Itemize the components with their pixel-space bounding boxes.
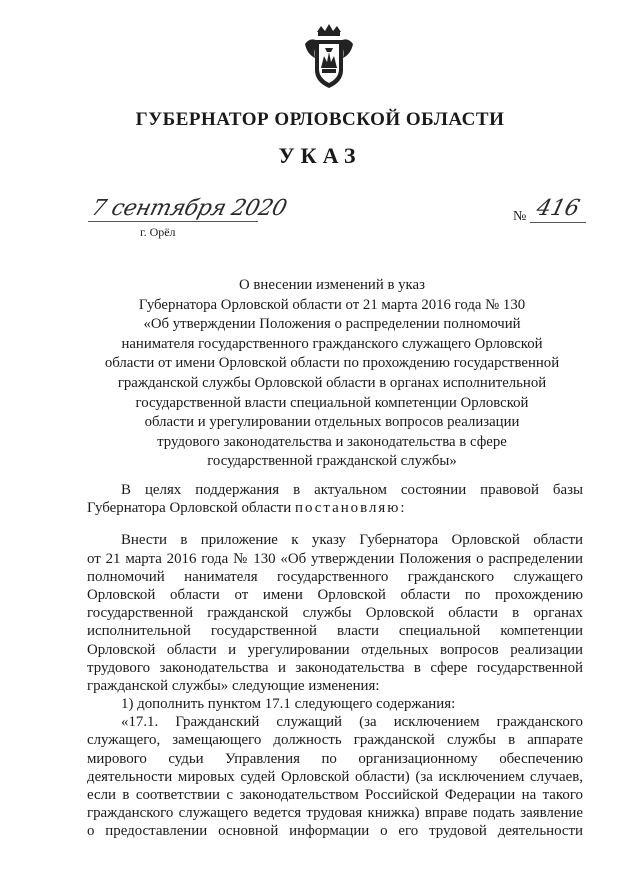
title-line: нанимателя государственного гражданского служащего Орловской [121,335,543,352]
document-type: УКАЗ [278,143,362,168]
handwritten-number: 416 [533,196,583,221]
quoted-clause-line: гражданского служащего ведется трудовая книжка) вправе подать заявление [87,805,583,822]
main-paragraph-line: трудового законодательства и законодательства в сфере государственной [87,659,583,676]
city-of-issue: г. Орёл [140,225,176,239]
decree-verb: постановляю: [295,500,407,517]
number-underline [530,222,586,223]
main-paragraph-line: от 21 марта 2016 года № 130 «Об утверждении Положения о распределении [87,550,583,567]
quoted-clause-line: если в соответствии с законодательством Российской Федерации на такого [87,787,583,803]
quoted-clause-line: деятельности мировых судей Орловской области) (за исключением случаев, [87,768,583,785]
main-paragraph-line: Орловской области и урегулировании отдельных вопросов реализации [87,641,583,658]
preamble-line: В целях поддержания в актуальном состоянии правовой базы [121,482,583,498]
title-line: Губернатора Орловской области от 21 марта 2016 года № 130 [138,296,526,313]
main-paragraph-line: государственной гражданской службы Орловской области в органах [87,605,583,622]
issuing-authority: ГУБЕРНАТОР ОРЛОВСКОЙ ОБЛАСТИ [135,109,505,130]
title-line: трудового законодательства и законодательства в сфере [157,433,507,450]
date-underline [88,221,258,222]
number-label: № [513,209,527,224]
title-line: области и урегулировании отдельных вопросов реализации [144,414,520,431]
paragraph-gap [87,517,583,531]
main-paragraph-line: Орловской области от имени Орловской области по прохождению [87,586,583,603]
title-line: государственной гражданской службы» [207,453,457,470]
quoted-clause-line: служащего, замещающего должность гражданской службы в аппарате [87,732,583,749]
quoted-clause-line: «17.1. Гражданский служащий (за исключением гражданского [121,714,583,731]
document-body [87,481,583,841]
main-paragraph-line: исполнительной государственной власти специальной компетенции [87,623,583,640]
title-line: гражданской службы Орловской области в органах исполнительной [117,374,547,391]
main-paragraph-line: гражданской службы» следующие изменения: [87,677,380,694]
main-paragraph-line: Внести в приложение к указу Губернатора Орловской области [121,532,583,549]
title-line: области от имени Орловской области по прохождению государственной [104,355,560,372]
coat-of-arms-emblem [303,22,355,92]
preamble-text: Губернатора Орловской области [87,500,295,517]
title-line: государственной власти специальной компетенции Орловской [135,394,529,411]
document-title [92,276,572,472]
title-line: «Об утверждении Положения о распределении полномочий [143,316,521,333]
title-line: О внесении изменений в указ [239,277,425,293]
quoted-clause-line: о предоставлении основной информации о его трудовой деятельности [87,823,583,840]
quoted-clause-line: мирового судьи Управления по организационному обеспечению [87,750,583,767]
preamble-line [87,499,583,517]
handwritten-date: 7 сентября 2020 [88,196,289,221]
amendment-item-1: 1) дополнить пунктом 17.1 следующего содержания: [121,696,456,713]
main-paragraph-line: полномочий нанимателя государственного гражданского служащего [87,568,583,585]
